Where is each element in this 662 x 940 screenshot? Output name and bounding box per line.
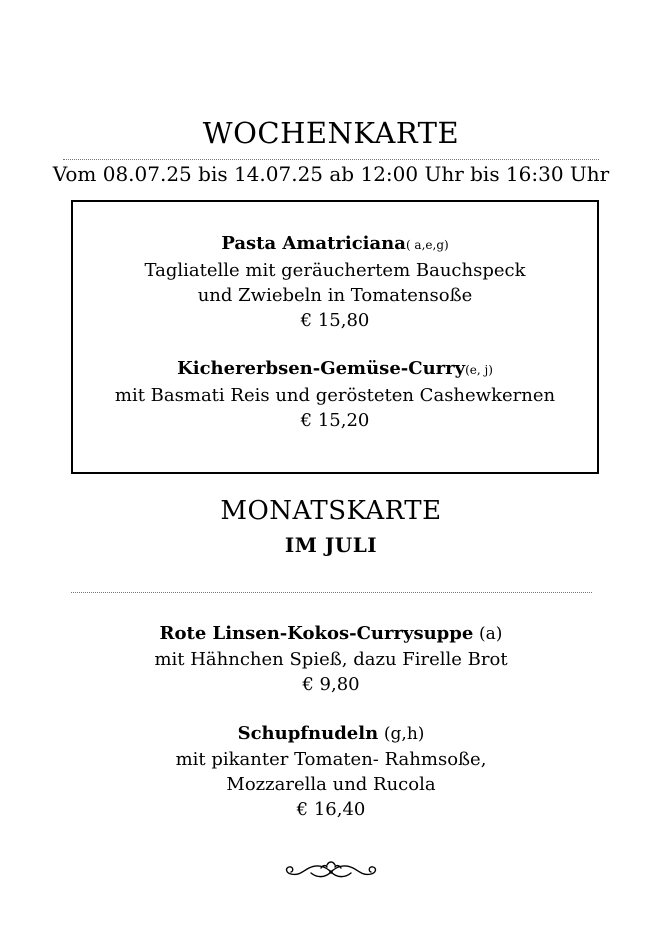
- dotted-divider: [63, 159, 599, 160]
- dish-name: Kichererbsen-Gemüse-Curry: [177, 358, 466, 379]
- dish-description: Mozzarella und Rucola: [226, 774, 436, 795]
- monthly-menu-subtitle: IM JULI: [284, 533, 378, 557]
- dish-name: Rote Linsen-Kokos-Currysuppe: [159, 623, 474, 644]
- page-title: WOCHENKARTE: [202, 116, 460, 150]
- dotted-divider: [71, 592, 592, 593]
- dish-description: Tagliatelle mit geräuchertem Bauchspeck: [144, 260, 526, 281]
- dish-price: € 16,40: [296, 799, 366, 820]
- dish-description: und Zwiebeln in Tomatensoße: [197, 285, 473, 306]
- weekly-menu-box: [71, 200, 599, 474]
- weekly-dish: [73, 231, 597, 333]
- dish-description: mit Basmati Reis und gerösteten Cashewkernen: [114, 385, 556, 406]
- monthly-menu-title: MONATSKARTE: [220, 496, 442, 526]
- validity-dates: Vom 08.07.25 bis 14.07.25 ab 12:00 Uhr bis 16:30 Uhr: [52, 162, 610, 186]
- dish-name: Pasta Amatriciana: [221, 233, 406, 254]
- dish-description: mit Hähnchen Spieß, dazu Firelle Brot: [154, 649, 508, 670]
- monthly-dish: [0, 721, 662, 822]
- dish-name: Schupfnudeln: [237, 723, 379, 744]
- dish-price: € 15,80: [300, 310, 370, 331]
- dish-description: mit pikanter Tomaten- Rahmsoße,: [175, 749, 487, 770]
- dish-allergens: (g,h): [383, 724, 425, 744]
- flourish-divider-icon: [281, 856, 381, 886]
- weekly-dish: [73, 356, 597, 433]
- dish-price: € 9,80: [302, 674, 360, 695]
- dish-allergens: (a): [479, 624, 503, 644]
- dish-price: € 15,20: [300, 410, 370, 431]
- monthly-dish: [0, 621, 662, 697]
- dish-allergens: (e, j): [465, 363, 493, 377]
- dish-allergens: ( a,e,g): [405, 238, 449, 252]
